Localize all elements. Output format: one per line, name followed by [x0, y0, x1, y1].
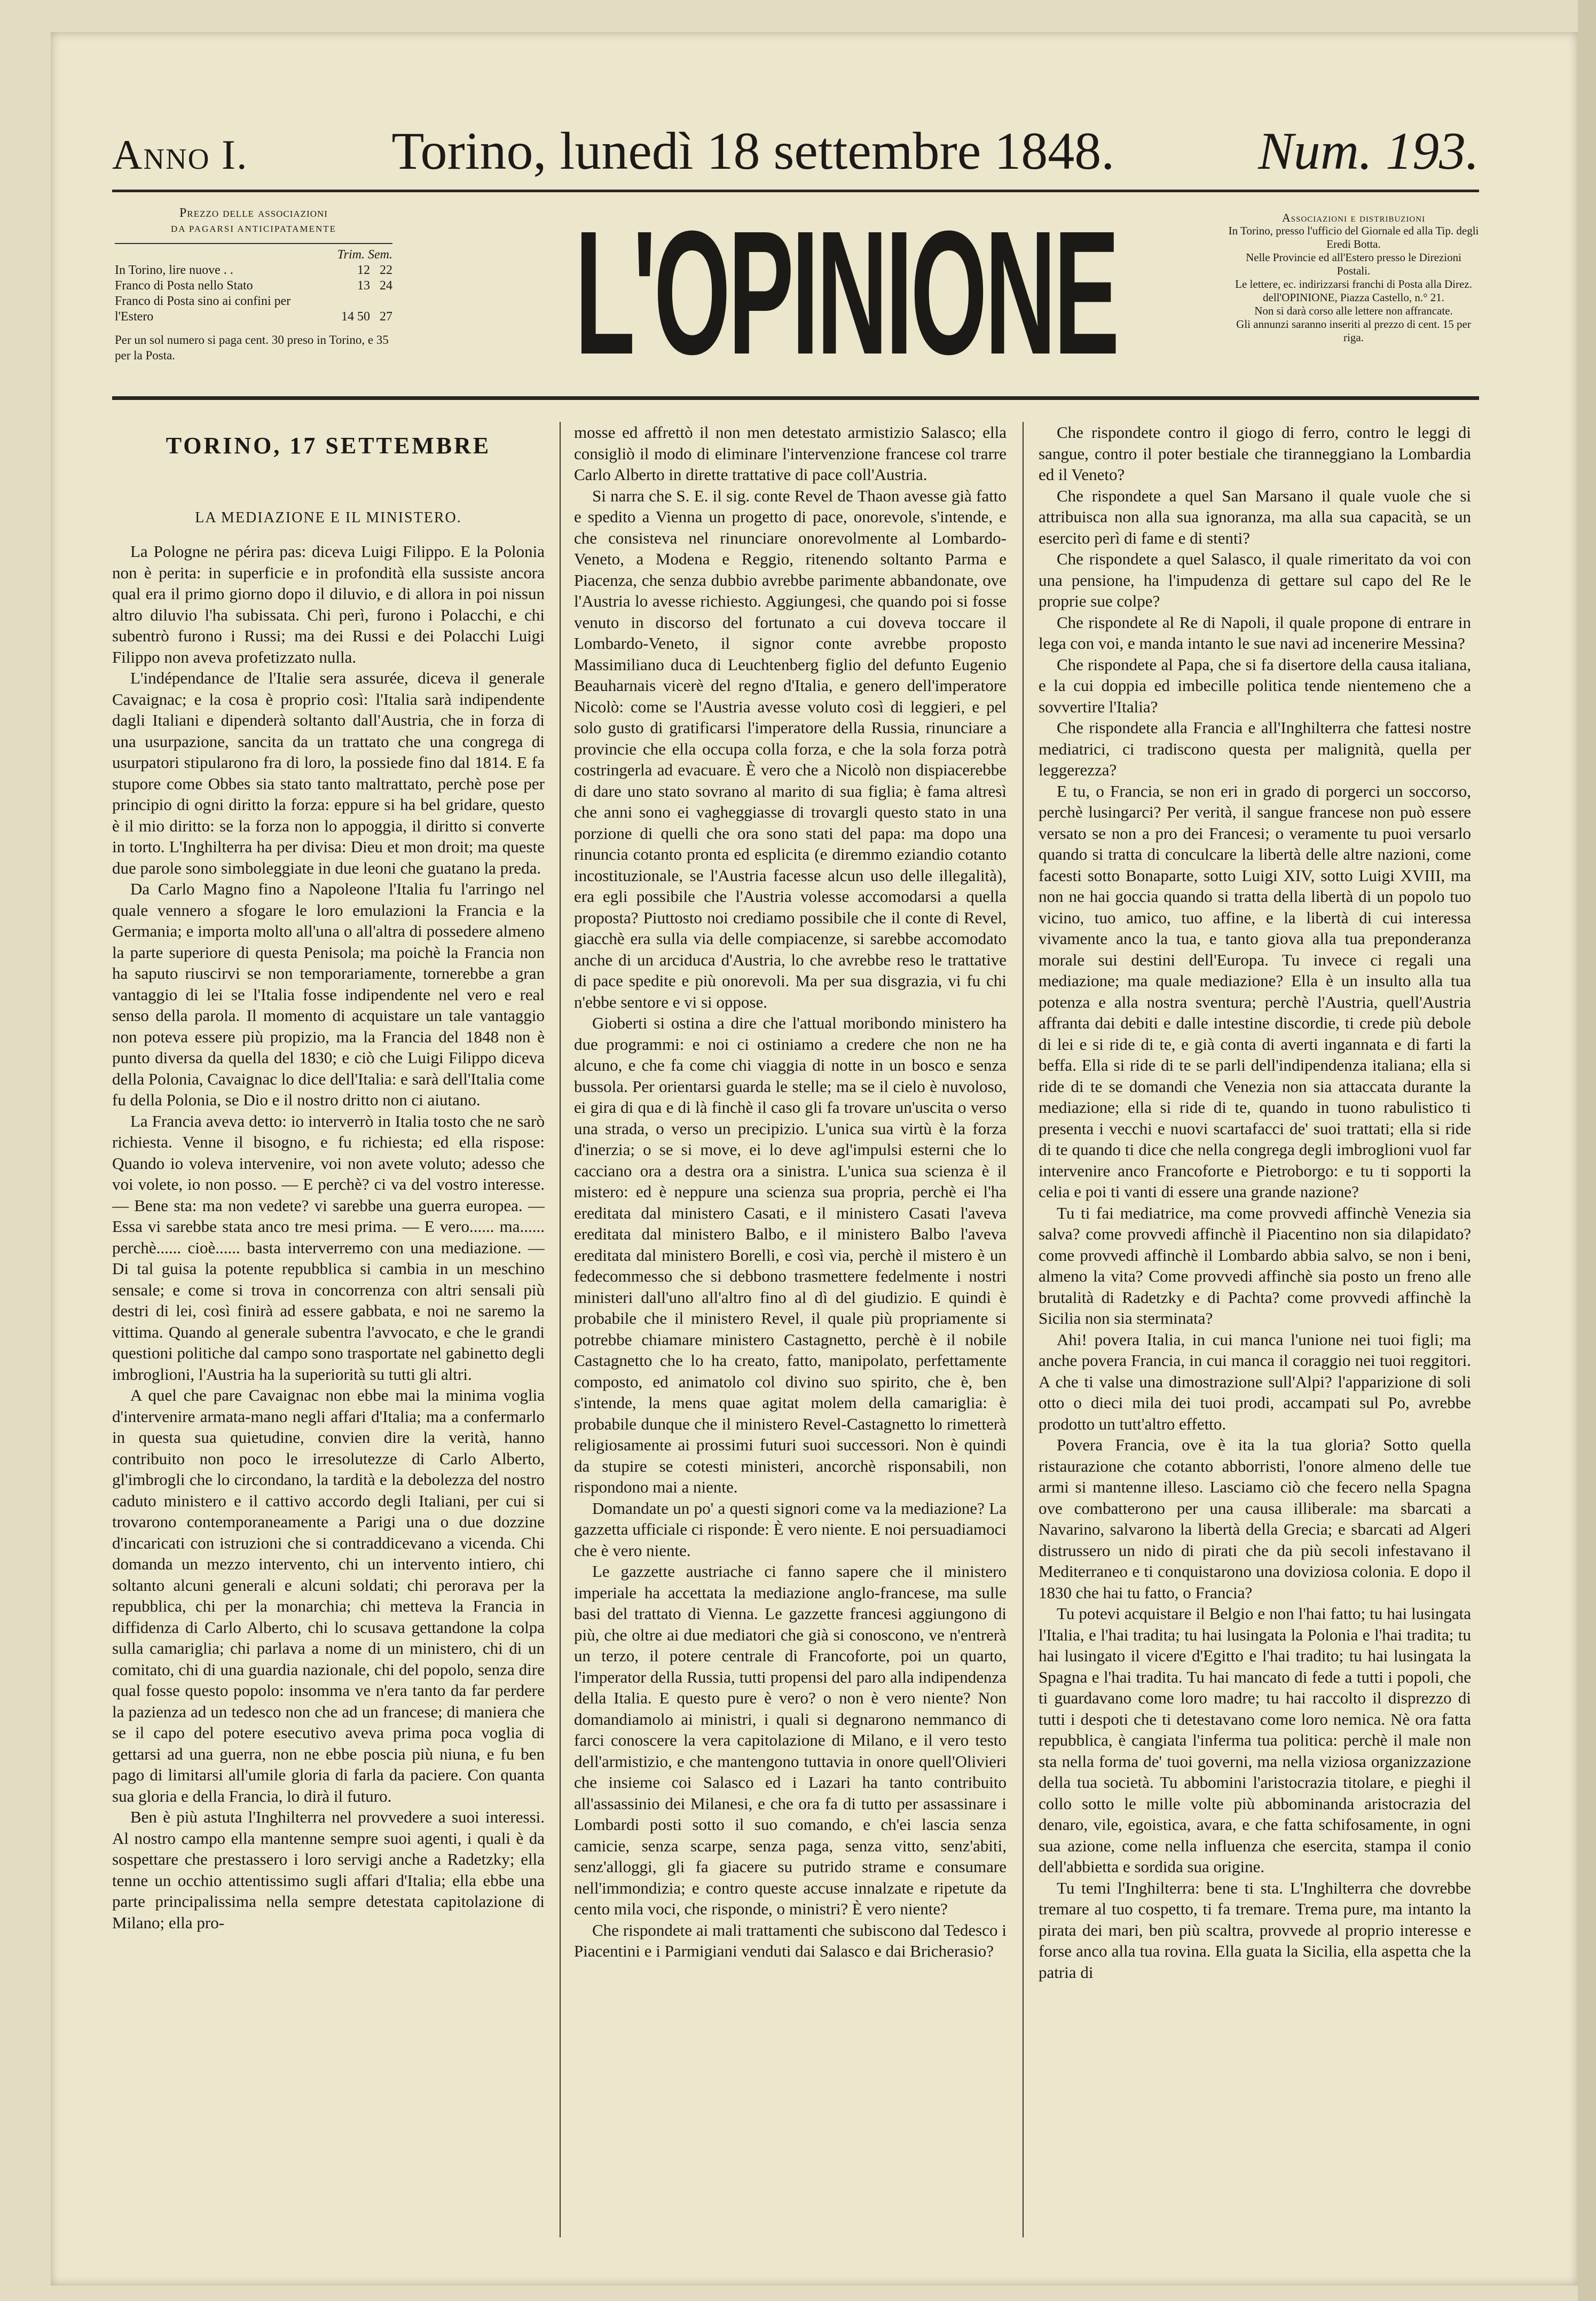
paragraph: Gioberti si ostina a dire che l'attual moribondo ministero ha due programmi: e noi ci ostiniamo a credere che non ne ha alcuno, e che fa come chi viaggia di notte in un bosco e senza bussola. Per orientarsi guarda le stelle; ma se il cielo è nuvoloso, ei gira di qua e di là finchè il caso gli fa trovare un'uscita o verso una strada, o verso un precipizio. L'unica sua virtù è la forza d'inerzia; o se si move, ei lo deve agl'impulsi esterni che lo cacciano ora a destra ora a sinistra. L'unica sua scienza è il mistero: ed è neppure una scienza sua propria, perchè ei l'ha ereditata dal ministero Casati, e il ministero Casati l'aveva ereditata dal ministero Balbo, e il ministero Balbo l'aveva ereditata dal ministero Borelli, e così via, perchè il mistero è un fedecommesso che si debbono trasmettere fedelmente i nostri ministeri dall'uno all'altro fino al dì del giudizio. E quindi è probabile che il ministero Revel, il quale più propriamente si potrebbe chiamare ministero Castagnetto, perchè è il nobile Castagnetto che lo ha creato, fatto, manipolato, perfettamente composto, ed animatolo col divino suo spirito, che è, ben s'intende, la mens quae agitat molem della camariglia: è probabile dunque che il ministero Revel-Castagnetto lo rimetterà religiosamente ai prossimi futuri suoi successori. Non è quindi da stupire se cotesti ministeri, ancorchè risponsabili, non rispondono mai a niente.: [574, 1014, 1007, 1496]
paragraph: mosse ed affrettò il non men detestato armistizio Salasco; ella consigliò il modo di eliminare l'intervenzione francese col trarre Carlo Alberto in dirette trattative di pace coll'Austria.: [574, 423, 1007, 484]
issue-number: Num. 193.: [1258, 121, 1479, 180]
terms-line: Gli annunzi saranno inseriti al prezzo di cent. 15 per riga.: [1236, 318, 1471, 344]
paragraph: A quel che pare Cavaignac non ebbe mai la minima voglia d'intervenire armata-mano negli affari d'Italia; ma a confermarlo in questa sua quietudine, convien dire la verità, hanno contribuito non poco le irresolutezze di Carlo Alberto, gl'imbrogli che lo circondano, la tardità e la debolezza del nostro caduto ministero e il cattivo accordo degli Italiani, per cui si trovarono contemporaneamente a Parigi una o due dozzine d'incaricati con istruzioni che si contraddicevano a vicenda. Chi domanda un mezzo intervento, chi un intervento intiero, chi soltanto alcuni generali e alcuni soldati; chi perorava per la repubblica, chi per la monarchia; chi metteva la Francia in diffidenza di Carlo Alberto, chi lo scusava gettandone la colpa sulla camariglia; chi parlava a nome di un ministero, chi di un comitato, chi di una guardia nazionale, chi del popolo, senza dire qual fosse questo popolo: insomma ve n'era tanto da far perdere la pazienza ad un tedesco non che ad un francese; di maniera che se il capo del potere esecutivo aveva prima poca voglia di gettarsi ad una guerra, non ne ebbe poscia più niuna, e fu ben pago di limitarsi all'umile gloria di farla da paciere. Con quanta sua gloria e della Francia, lo dirà il futuro.: [112, 1386, 545, 1805]
paragraph: Che rispondete ai mali trattamenti che subiscono dal Tedesco i Piacentini e i Parmigiani venduti dai Salasco e dai Bricherasio?: [574, 1920, 1007, 1960]
paragraph: Da Carlo Magno fino a Napoleone l'Italia fu l'arringo nel quale vennero a sfogare le loro emulazioni la Francia e la Germania; e importa molto all'una o all'altra di possedere almeno la parte superiore di questa Penisola; ma poichè la Francia non ha saputo riuscirvi se non temporariamente, tornerebbe a gran vantaggio di lei se l'Italia fosse indipendente nel vero e real senso della parola. Il momento di acquistare un tale vantaggio non poteva essere più propizio, ma la Francia del 1848 non è punto diversa da quella del 1830; e ciò che Luigi Filippo diceva della Polonia, Cavaignac lo dice dell'Italia: e sarà dell'Italia come fu della Polonia, se Dio e il nostro dritto non ci aiutano.: [112, 879, 545, 1109]
prices-subheading: DA PAGARSI ANTICIPATAMENTE: [170, 224, 337, 234]
place-heading: TORINO, 17 SETTEMBRE: [166, 433, 491, 459]
price-row: Franco di Posta sino ai confini per l'Estero 14 50 27: [115, 294, 392, 324]
place-date: Torino, lunedì 18 settembre 1848.: [391, 121, 1115, 180]
volume-year: Anno I.: [112, 131, 248, 178]
article-column-2: [574, 422, 1007, 2243]
masthead-bottom-rule: [112, 396, 1479, 400]
paragraph: Ahi! povera Italia, in cui manca l'unione nei tuoi figli; ma anche povera Francia, in cui manca il coraggio nei tuoi reggitori. A che ti valse una dimostrazione sull'Alpi? l'apparizione di soli otto o dieci mila dei tuoi prodi, accampati sul Po, avrebbe prodotto un tutt'altro effetto.: [1039, 1330, 1471, 1433]
article-column-1: [112, 422, 545, 2243]
paragraph: E tu, o Francia, se non eri in grado di porgerci un soccorso, perchè lusingarci? Per verità, il sangue francese non può essere versato se non a pro dei Francesi; o veramente tu puoi versarlo quando si tratta di conculcare la libertà delle altre nazioni, come facesti sotto Bonaparte, sotto Luigi XIV, sotto Luigi XVIII, ma non ne hai goccia quando si tratta della libertà di un popolo tuo vicino, tuo amico, tuo affine, e la libertà di cui interessa vivamente anco la tua, e tanto giova alla tua preponderanza morale sui destini dell'Europa. Tu invece ci regali una mediazione; ma quale mediazione? Ella è un insulto alla tua potenza e alla nostra sventura; perchè l'Austria, quell'Austria affranta dai debiti e dalle intestine discordie, ti crede più debole di lei e si ride di te, e già conta di averti ingannata e di farti la beffa. Ella si ride di te se parli dell'indipendenza italiana; ella si ride di te se domandi che Venezia non sia attaccata durante la mediazione; ella si ride di te, quando in tuono rabulistico ti presenta i vecchi e nuovi scartafacci de' suoi trattati; ella si ride di te quando ti dice che nella congrega degli imbroglioni vuol far intervenire anco Francoforte e Pietroborgo: e tu ti sopporti la celia e poi ti vanti di essere una grande nazione?: [1039, 781, 1471, 1201]
paragraph: Domandate un po' a questi signori come va la mediazione? La gazzetta ufficiale ci risponde: È vero niente. E noi persuadiamoci che è vero niente.: [574, 1498, 1007, 1560]
prices-note: Per un sol numero si paga cent. 30 preso in Torino, e 35 per la Posta.: [115, 333, 389, 362]
column-rule: [560, 422, 561, 2237]
terms-line: Non si darà corso alle lettere non affrancate.: [1254, 304, 1453, 317]
prices-divider: [115, 243, 392, 244]
terms-heading: Associazioni e distribuzioni: [1281, 211, 1426, 224]
paragraph: Povera Francia, ove è ita la tua gloria? Sotto quella ristaurazione che cotanto abborristi, l'onore almeno delle tue armi si mantenne illeso. Lasciamo ciò che fecero nella Spagna ove combatterono per una causa illiberale: ma sbarcati a Navarino, salvarono la libertà della Grecia; e sbarcati ad Algeri distrussero un nido di pirati che da più secoli infestavano il Mediterraneo e ti conquistarono una doviziosa colonia. E dopo il 1830 che hai tu fatto, o Francia?: [1039, 1435, 1471, 1602]
masthead-title: L'OPINIONE: [575, 194, 1118, 391]
paragraph: Che rispondete al Papa, che si fa disertore della causa italiana, e la cui doppia ed imbecille politica tende nientemeno che a sovvertire l'Italia?: [1039, 655, 1471, 716]
paragraph: Che rispondete a quel San Marsano il quale vuole che si attribuisca non alla sua ignoranza, ma alla sua capacità, se un esercito perì di fame e di stenti?: [1039, 486, 1471, 547]
column-rule: [1023, 422, 1024, 2237]
price-row: In Torino, lire nuove . . 12 22: [115, 263, 392, 277]
article-title: LA MEDIAZIONE E IL MINISTERO.: [195, 509, 462, 526]
prices-columns: Trim. Sem.: [337, 248, 392, 262]
paragraph: Che rispondete al Re di Napoli, il quale propone di entrare in lega con voi, e manda intanto le sue navi ad incenerire Messina?: [1039, 612, 1471, 653]
terms-line: Le lettere, ec. indirizzarsi franchi di Posta alla Direz. dell'OPINIONE, Piazza Castello, n.° 21.: [1235, 278, 1472, 304]
dateline: [112, 120, 1479, 184]
paragraph: Si narra che S. E. il sig. conte Revel de Thaon avesse già fatto e spedito a Vienna un progetto di pace, onorevole, s'intende, e che consisteva nel rinunciare onorevolmente al Lombardo-Veneto, a Modena e Reggio, ritenendo soltanto Parma e Piacenza, che senza dubbio avrebbe parimente abbandonate, ove l'Austria lo avesse richiesto. Aggiungesi, che quando poi si fosse venuto in discorso del fortunato a cui doveva toccare il Lombardo-Veneto, il signor conte avrebbe proposto Massimiliano duca di Leuchtenberg figlio del defunto Eugenio Beauharnais vicerè del regno d'Italia, e genero dell'imperatore Nicolò: come se l'Austria avesse voluto così di leggieri, e pel solo gusto di gratificarsi l'imperatore della Russia, rinunciare a provincie che ella occupa colla forza, e che la sola forza potrà costringerla ad evacuare. È vero che a Nicolò non dispiacerebbe di dare uno stato sovrano al marito di sua figlia; è fama altresì che anni sono ei vagheggiasse di trovargli questo stato in una porzione di quelli che ora sono stati del papa: ma dopo una rinuncia cotanto pronta ed esplicita (e diremmo eziandio cotanto incostituzionale, se l'Austria facesse alcun uso delle illegalità), era egli possibile che l'Austria volesse accomodarsi a quella proposta? Piuttosto noi crediamo possibile che il conte di Revel, giacchè era sulla via delle compiacenze, si sarebbe accomodato anche di un arciduca d'Austria, lo che avrebbe reso le trattative di pace spedite e più onorevoli. Ma per sua disgrazia, vi fu chi n'ebbe sentore e vi si oppose.: [574, 486, 1007, 1011]
distribution-terms: [1228, 211, 1479, 392]
paragraph: Tu ti fai mediatrice, ma come provvedi affinchè Venezia sia salva? come provvedi affinchè il Piacentino non sia dilapidato? come provvedi affinchè il Lombardo abbia salvo, se non i beni, almeno la vita? Come provvedi affinchè sia posto un freno alle brutalità di Radetzky e di Pachta? come provvedi affinchè la Sicilia non sia sterminata?: [1039, 1203, 1471, 1328]
paragraph: Le gazzette austriache ci fanno sapere che il ministero imperiale ha accettata la mediazione anglo-francese, ma sulle basi del trattato di Vienna. Le gazzette francesi aggiungono di più, che oltre ai due mediatori che già si conoscono, ve n'entrerà un terzo, il potere centrale di Francoforte, poi un quarto, l'imperator della Russia, tutti propensi del paro alla indipendenza della Italia. E questo pure è vero? o non è vero niente? Non domandiamolo ai ministri, i quali si degnarono nemmanco di farci conoscere la vera capitolazione di Milano, e il vero testo dell'armistizio, e che mantengono tuttavia in onore quell'Olivieri che insieme coi Salasco ed i Lazari ha tanto contribuito all'assassinio dei Milanesi, e che ora fa di tutto per assassinare i Lombardi posti sotto il suo comando, e ch'ei lascia senza camicie, senza scarpe, senza paga, senza vitto, senz'abiti, senz'alloggi, gli fa giacere su putrido strame e consumare nell'immondizia; e contro queste accuse innalzate e ripetute da cento mila voci, che risponde, o ministri? È vero niente?: [574, 1562, 1007, 1918]
subscription-prices: [115, 206, 392, 387]
article-column-3: [1039, 422, 1471, 2243]
price-row: Franco di Posta nello Stato 13 24: [115, 279, 392, 293]
top-rule: [112, 190, 1479, 192]
paragraph: Che rispondete a quel Salasco, il quale rimeritato da voi con una pensione, ha l'impudenza di gettare sul capo del Re le proprie sue colpe?: [1039, 549, 1471, 610]
terms-line: In Torino, presso l'ufficio del Giornale ed alla Tip. degli Eredi Botta.: [1228, 224, 1479, 250]
page-fold-edge: [1578, 0, 1596, 2301]
prices-heading: Prezzo delle associazioni: [179, 206, 328, 220]
paragraph: Tu temi l'Inghilterra: bene ti sta. L'Inghilterra che dovrebbe tremare al tuo cospetto, ti fa tremare. Trema pure, ma intanto la pirata dei mari, ben più scaltra, provvede al proprio interesse e forse anco alla tua rovina. Ella guata la Sicilia, ella aspetta che la patria di: [1039, 1878, 1471, 1982]
paragraph: Che rispondete alla Francia e all'Inghilterra che fattesi nostre mediatrici, ci tradiscono questa per malignità, quella per leggerezza?: [1039, 718, 1471, 779]
terms-line: Nelle Provincie ed all'Estero presso le Direzioni Postali.: [1246, 251, 1461, 277]
paragraph: Ben è più astuta l'Inghilterra nel provvedere a suoi interessi. Al nostro campo ella mantenne sempre suoi agenti, i quali è da sospettare che prestassero i loro servigi anche a Radetzky; ella tenne un occhio attentissimo sugli affari d'Italia; ella ebbe una parte principalissima nella sempre detestata capitolazione di Milano; ella pro-: [112, 1808, 545, 1932]
paragraph: Che rispondete contro il giogo di ferro, contro le leggi di sangue, contro il poter bestiale che tiranneggiano la Lombardia ed il Veneto?: [1039, 423, 1471, 484]
paragraph: La Francia aveva detto: io interverrò in Italia tosto che ne sarò richiesta. Venne il bisogno, e fu richiesta; ed ella rispose: Quando io voleva intervenire, voi non avete voluto; adesso che voi volete, io non posso. — E perchè? ci va del vostro interesse. — Bene sta: ma non vedete? vi sarebbe una guerra europea. — Essa vi sarebbe stata anco tre mesi prima. — E vero...... ma...... perchè...... cioè...... basta interverremo con una mediazione. — Di tal guisa la potente repubblica si cambia in un meschino sensale; e come si trova in concorrenza con altri sensali più destri di lei, così finirà ad essere gabbata, e noi ne saremo la vittima. Quando al generale subentra l'avvocato, e che le grandi questioni politiche dal campo sono trasportate nel gabinetto degli imbroglioni, l'Austria ha la superiorità su tutti gli altri.: [112, 1111, 545, 1384]
paragraph: L'indépendance de l'Italie sera assurée, diceva il generale Cavaignac; e la cosa è proprio così: l'Italia sarà indipendente dagli Italiani e dipenderà soltanto dall'Austria, che in forza di una usurpazione, sancita da un trattato che una congrega di usurpatori stipularono fra di loro, la possiede fino dal 1814. E fa stupore come Obbes sia stato tanto maltrattato, perchè pose per principio di ogni diritto la forza: eppure si ha bel gridare, questo è il mio diritto: se la forza non lo appoggia, il diritto si converte in torto. L'Inghilterra ha per divisa: Dieu et mon droit; ma queste due parole sono simboleggiate in due leoni che guatano la preda.: [112, 669, 545, 877]
paragraph: La Pologne ne périra pas: diceva Luigi Filippo. E la Polonia non è perita: in superficie e in profondità ella sussiste ancora qual era il primo giorno dopo il diluvio, e di allora in poi nissun altro diluvio l'ha subissata. Chi perì, furono i Polacchi, e chi subentrò furono i Russi; ma dei Russi e dei Polacchi Luigi Filippo non aveva profetizzato nulla.: [112, 542, 545, 666]
paragraph: Tu potevi acquistare il Belgio e non l'hai fatto; tu hai lusingata l'Italia, e l'hai tradita; tu hai lusingata la Polonia e l'hai tradita; tu hai lusingato il vicere d'Egitto e l'hai tradito; tu hai lusingata la Spagna e l'hai tradita. Tu hai mancato di fede a tutti i popoli, che ti guardavano come loro madre; tu hai raccolto il disprezzo di tutti i despoti che ti detestavano come loro nemica. Nè ora fatta repubblica, è cangiata l'inferma tua politica: perchè il male non sta nella forma de' tuoi governi, ma nella viziosa organizzazione della tua società. Tu abbomini l'aristocrazia titolare, e pieghi il collo sotto le mille volte più abbominanda aristocrazia del denaro, vile, egoistica, avara, e che fatta schifosamente, in ogni sua azione, come nella influenza che esercita, stampa il conio dell'abbietta e sordida sua origine.: [1039, 1604, 1471, 1876]
